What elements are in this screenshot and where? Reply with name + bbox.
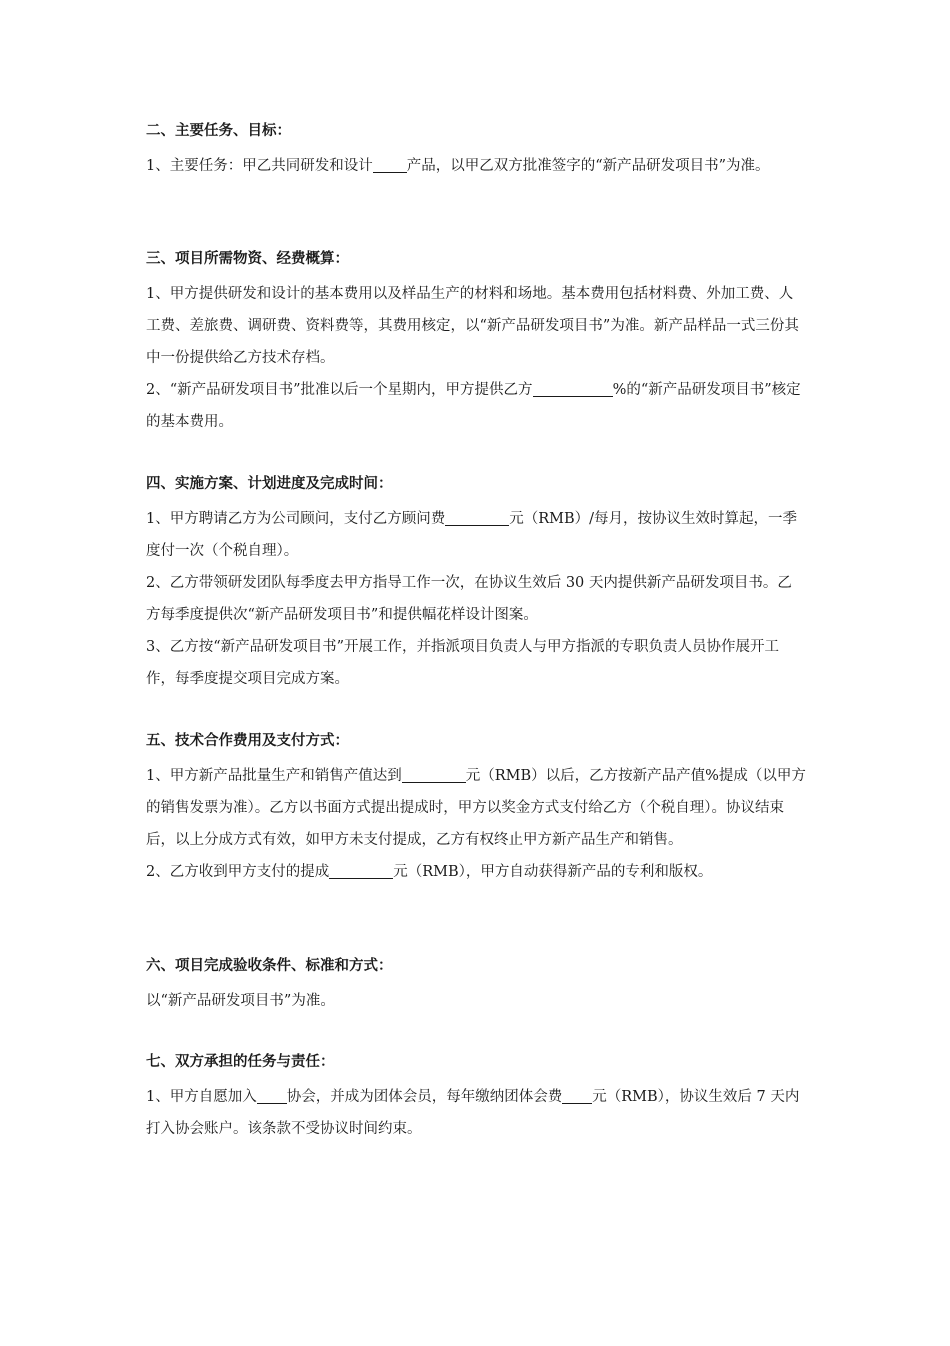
clause-5-2 — [146, 856, 806, 888]
section-responsibilities — [146, 1052, 806, 1145]
clause-4-2: 2、乙方带领研发团队每季度去甲方指导工作一次，在协议生效后 30 天内提供新产品研发项目书。乙方每季度提供次“新产品研发项目书”和提供幅花样设计图案。 — [146, 575, 792, 623]
clause-text: 元（RMB），协议生效后 7 天内打入协会账户。该条款不受协议时间约束。 — [146, 1089, 800, 1137]
section-main-tasks — [146, 121, 806, 182]
section-heading: 四、实施方案、计划进度及完成时间： — [146, 476, 393, 492]
fill-blank — [402, 766, 466, 783]
clause-text: 协会，并成为团体会员，每年缴纳团体会费 — [286, 1089, 563, 1105]
clause-3-2 — [146, 374, 806, 438]
clause-4-1 — [146, 503, 806, 567]
clause-text: 1、甲方聘请乙方为公司顾问，支付乙方顾问费 — [146, 511, 446, 527]
clause-text: 元（RMB）以后，乙方按新产品产值%提成（以甲方的销售发票为准）。乙方以书面方式提出提成时，甲方以奖金方式支付给乙方（个税自理）。协议结束后，以上分成方式有效，如甲方未支付提成，乙方有权终止甲方新产品生产和销售。 — [146, 768, 806, 848]
clause-4-3: 3、乙方按“新产品研发项目书”开展工作，并指派项目负责人与甲方指派的专职负责人员协作展开工作，每季度提交项目完成方案。 — [146, 639, 780, 687]
fill-blank — [329, 862, 393, 879]
fill-blank — [445, 509, 509, 526]
section-implementation-plan — [146, 474, 806, 695]
clause-text: 2、“新产品研发项目书”批准以后一个星期内，甲方提供乙方 — [146, 382, 533, 398]
clause-text: 元（RMB），甲方自动获得新产品的专利和版权。 — [393, 864, 713, 880]
section-fees-payment — [146, 731, 806, 888]
section-heading: 七、双方承担的任务与责任： — [146, 1054, 335, 1070]
clause-text: 产品，以甲乙双方批准签字的“新产品研发项目书”为准。 — [406, 158, 770, 174]
fill-blank — [257, 1087, 287, 1104]
section-heading: 三、项目所需物资、经费概算： — [146, 251, 349, 267]
section-heading: 二、主要任务、目标： — [146, 123, 291, 139]
fill-blank — [533, 380, 613, 397]
clause-2-1 — [146, 150, 806, 182]
clause-text: 1、主要任务：甲乙共同研发和设计 — [146, 158, 373, 174]
fill-blank — [562, 1087, 592, 1104]
clause-text: 1、甲方新产品批量生产和销售产值达到 — [146, 768, 402, 784]
section-acceptance — [146, 956, 806, 1017]
clause-3-1: 1、甲方提供研发和设计的基本费用以及样品生产的材料和场地。基本费用包括材料费、外加工费、人工费、差旅费、调研费、资料费等，其费用核定，以“新产品研发项目书”为准。新产品样品一式三份其中一份提供给乙方技术存档。 — [146, 286, 799, 366]
clause-text: 1、甲方自愿加入 — [146, 1089, 257, 1105]
clause-6-1: 以“新产品研发项目书”为准。 — [146, 993, 335, 1009]
section-materials-budget — [146, 249, 806, 438]
clause-7-1 — [146, 1081, 806, 1145]
clause-text: %的“新产品研发项目书”核定的基本费用。 — [146, 382, 801, 430]
clause-text: 元（RMB）/每月，按协议生效时算起，一季度付一次（个税自理）。 — [146, 511, 798, 559]
section-heading: 六、项目完成验收条件、标准和方式： — [146, 958, 393, 974]
clause-text: 2、乙方收到甲方支付的提成 — [146, 864, 330, 880]
fill-blank — [373, 156, 407, 173]
clause-5-1 — [146, 760, 806, 856]
section-heading: 五、技术合作费用及支付方式： — [146, 733, 349, 749]
